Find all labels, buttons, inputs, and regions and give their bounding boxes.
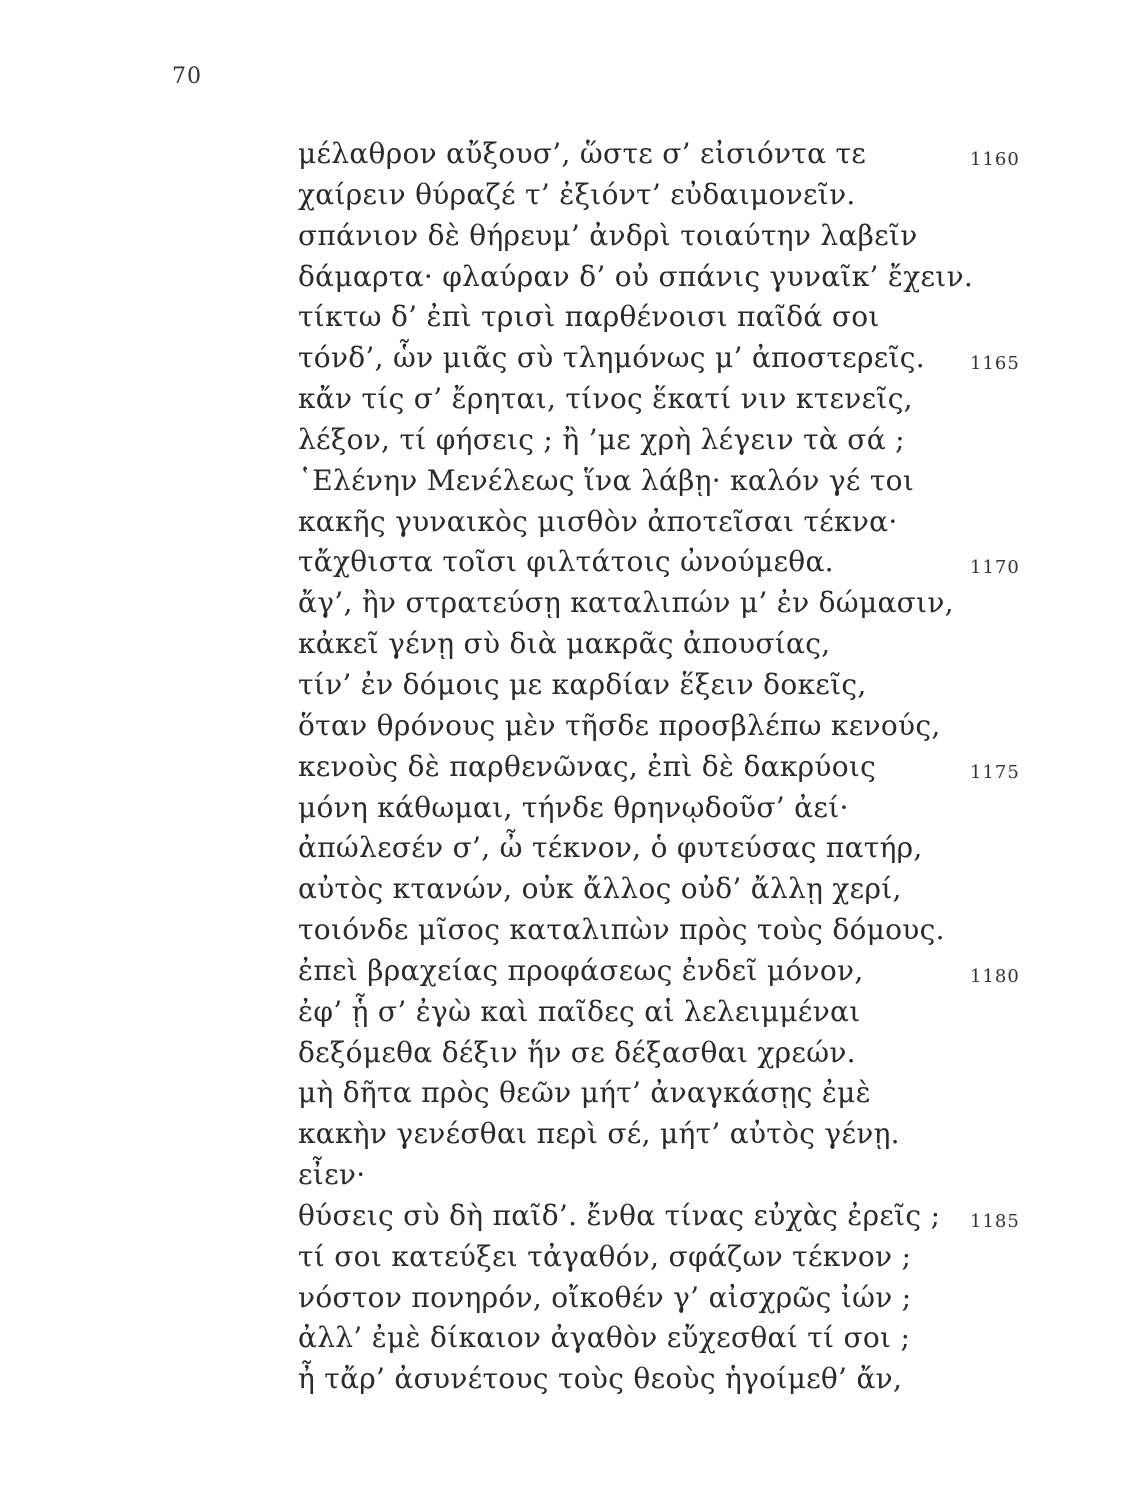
verse-text: ἀλλ’ ἐμὲ δίκαιον ἀγαθὸν εὔχεσθαί τί σοι ; — [298, 1321, 911, 1355]
verse-line — [298, 175, 1038, 216]
verse-line — [298, 1155, 1038, 1196]
verse-line — [298, 1196, 1038, 1237]
verse-text: κἄν τίς σ’ ἔρηται, τίνος ἕκατί νιν κτενεῖς, — [298, 382, 913, 416]
verse-text: κακὴν γενέσθαι περὶ σέ, μήτ’ αὐτὸς γένῃ. — [298, 1117, 900, 1151]
verse-line — [298, 134, 1038, 175]
verse-text: μὴ δῆτα πρὸς θεῶν μήτ’ ἀναγκάσῃς ἐμὲ — [298, 1076, 871, 1110]
verse-text: δεξόμεθα δέξιν ἥν σε δέξασθαι χρεών. — [298, 1035, 856, 1069]
verse-text: τόνδ’, ὧν μιᾶς σὺ τλημόνως μ’ ἀποστερεῖς. — [298, 341, 925, 375]
verse-line — [298, 1359, 1038, 1400]
verse-text: ἀπώλεσέν σ’, ὦ τέκνον, ὁ φυτεύσας πατήρ, — [298, 831, 923, 865]
verse-line — [298, 1237, 1038, 1278]
verse-line — [298, 828, 1038, 869]
line-number: 1165 — [970, 353, 1020, 375]
verse-text: κακῆς γυναικὸς μισθὸν ἀποτεῖσαι τέκνα· — [298, 504, 898, 538]
verse-text: αὐτὸς κτανών, οὐκ ἄλλος οὐδ’ ἄλλῃ χερί, — [298, 872, 902, 906]
verse-line — [298, 216, 1038, 257]
verse-line — [298, 869, 1038, 910]
verse-line — [298, 257, 1038, 298]
verse-line — [298, 747, 1038, 788]
verse-line — [298, 461, 1038, 502]
verse-text: μόνη κάθωμαι, τήνδε θρηνῳδοῦσ’ ἀεί· — [298, 790, 849, 824]
line-number: 1170 — [970, 557, 1020, 579]
verse-line — [298, 1278, 1038, 1319]
verse-text: νόστον πονηρόν, οἴκοθέν γ’ αἰσχρῶς ἰών ; — [298, 1280, 912, 1314]
verse-block — [298, 134, 1038, 1400]
verse-line — [298, 1318, 1038, 1359]
verse-line — [298, 502, 1038, 543]
verse-text: δάμαρτα· φλαύραν δ’ οὐ σπάνις γυναῖκ’ ἔχειν. — [298, 259, 974, 293]
verse-text: εἶεν· — [298, 1158, 366, 1192]
verse-line — [298, 583, 1038, 624]
verse-line — [298, 542, 1038, 583]
line-number: 1185 — [970, 1210, 1020, 1232]
verse-line — [298, 665, 1038, 706]
verse-line — [298, 1073, 1038, 1114]
line-number: 1160 — [970, 149, 1020, 170]
verse-text: σπάνιον δὲ θήρευμ’ ἀνδρὶ τοιαύτην λαβεῖν — [298, 218, 918, 252]
verse-text: κενοὺς δὲ παρθενῶνας, ἐπὶ δὲ δακρύοις — [298, 749, 877, 783]
verse-text: τοιόνδε μῖσος καταλιπὼν πρὸς τοὺς δόμους. — [298, 913, 945, 947]
verse-text: ἦ τἄρ’ ἀσυνέτους τοὺς θεοὺς ἡγοίμεθ’ ἄν, — [298, 1362, 903, 1396]
verse-text: ῾Ελένην Μενέλεως ἵνα λάβῃ· καλόν γέ τοι — [298, 463, 915, 497]
verse-line — [298, 624, 1038, 665]
verse-line — [298, 788, 1038, 829]
page-number: 70 — [172, 64, 202, 89]
verse-text: ἐφ’ ᾗ σ’ ἐγὼ καὶ παῖδες αἱ λελειμμέναι — [298, 994, 861, 1028]
verse-text: τίκτω δ’ ἐπὶ τρισὶ παρθένοισι παῖδά σοι — [298, 300, 880, 334]
verse-text: χαίρειν θύραζέ τ’ ἐξιόντ’ εὐδαιμονεῖν. — [298, 177, 856, 211]
line-number: 1180 — [970, 965, 1020, 987]
verse-line — [298, 338, 1038, 379]
verse-line — [298, 910, 1038, 951]
verse-text: ἐπεὶ βραχείας προφάσεως ἐνδεῖ μόνον, — [298, 953, 864, 987]
verse-line — [298, 297, 1038, 338]
verse-line — [298, 379, 1038, 420]
line-number: 1175 — [970, 761, 1020, 783]
verse-line — [298, 951, 1038, 992]
verse-line — [298, 1033, 1038, 1074]
verse-text: μέλαθρον αὔξουσ’, ὥστε σ’ εἰσιόντα τε — [298, 137, 867, 170]
verse-text: ἄγ’, ἢν στρατεύσῃ καταλιπών μ’ ἐν δώμασιν, — [298, 586, 954, 620]
verse-line — [298, 420, 1038, 461]
verse-text: κἀκεῖ γένῃ σὺ διὰ μακρᾶς ἀπουσίας, — [298, 627, 831, 661]
verse-line — [298, 1114, 1038, 1155]
verse-text: τί σοι κατεύξει τἀγαθόν, σφάζων τέκνον ; — [298, 1239, 912, 1273]
verse-text: λέξον, τί φήσεις ; ἢ ’με χρὴ λέγειν τὰ σά ; — [298, 422, 905, 456]
verse-text: τίν’ ἐν δόμοις με καρδίαν ἕξειν δοκεῖς, — [298, 667, 867, 701]
verse-line — [298, 706, 1038, 747]
verse-line — [298, 992, 1038, 1033]
verse-text: θύσεις σὺ δὴ παῖδ’. ἔνθα τίνας εὐχὰς ἐρεῖς ; — [298, 1198, 941, 1232]
verse-text: τἄχθιστα τοῖσι φιλτάτοις ὠνούμεθα. — [298, 545, 834, 579]
verse-text: ὅταν θρόνους μὲν τῆσδε προσβλέπω κενούς, — [298, 708, 941, 742]
